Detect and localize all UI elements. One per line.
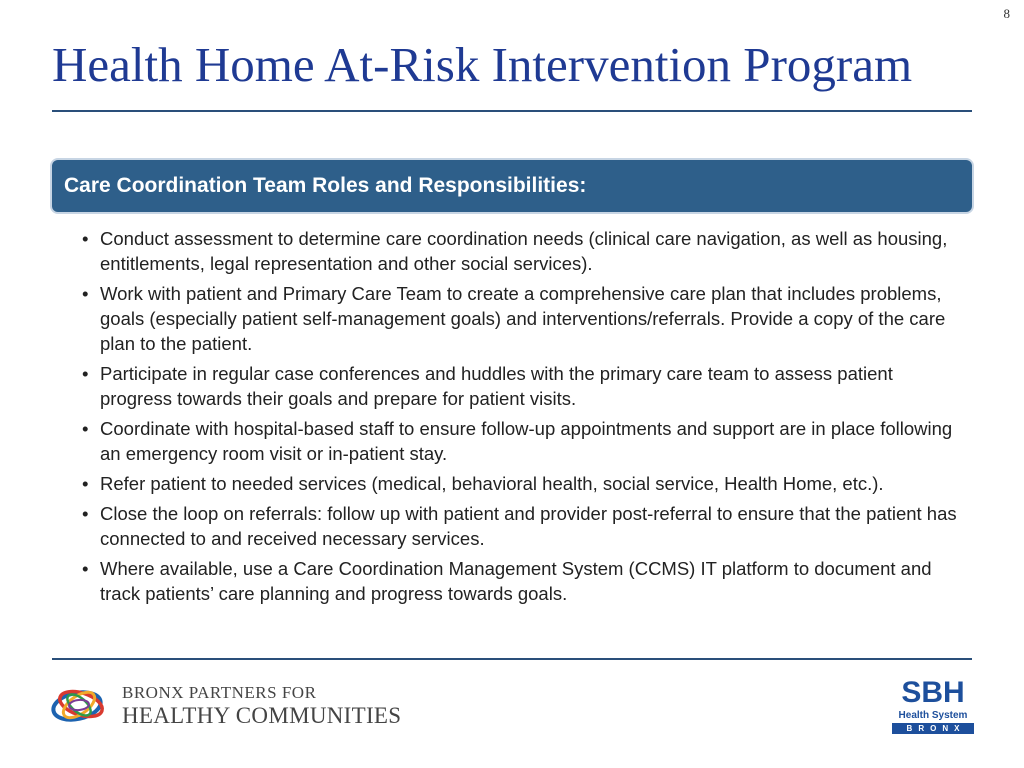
page-number: 8 [1003, 6, 1010, 21]
list-item [80, 501, 960, 551]
list-item [80, 416, 960, 466]
bullet-icon: • [82, 473, 89, 494]
list-item-text: Refer patient to needed services (medical, behavioral health, social service, Health Home, etc.). [100, 473, 884, 494]
bullet-icon: • [82, 363, 89, 384]
list-item-text: Close the loop on referrals: follow up with patient and provider post-referral to ensure that the patient has connected to and received necessary services. [100, 503, 957, 549]
title-divider [52, 110, 972, 112]
list-item-text: Participate in regular case conferences and huddles with the primary care team to assess patient progress towards their goals and prepare for patient visits. [100, 363, 893, 409]
list-item [80, 226, 960, 276]
bullet-icon: • [82, 283, 89, 304]
bullet-icon: • [82, 418, 89, 439]
list-item [80, 471, 960, 496]
bronx-partners-rings-logo-icon [50, 682, 108, 728]
sbh-mark: SBH [901, 676, 965, 709]
list-item [80, 361, 960, 411]
bullet-icon: • [82, 228, 89, 249]
list-item-text: Where available, use a Care Coordination Management System (CCMS) IT platform to document and track patients’ care planning and progress towards goals. [100, 558, 932, 604]
footer-divider [52, 658, 972, 660]
list-item-text: Coordinate with hospital-based staff to ensure follow-up appointments and support are in place following an emergency room visit or in-patient stay. [100, 418, 953, 464]
list-item-text: Work with patient and Primary Care Team to create a comprehensive care plan that includes problems, goals (especially patient self-management goals) and interventions/referrals. Provide a copy of the care plan to the patient. [100, 283, 946, 354]
bronx-partners-line1: BRONX PARTNERS FOR [122, 682, 317, 702]
sbh-health-system-logo [892, 678, 974, 734]
list-item [80, 556, 960, 606]
sbh-bronx-bar: BRONX [892, 723, 974, 734]
section-header [52, 160, 972, 212]
bronx-partners-logo [50, 682, 401, 728]
page-title: Health Home At-Risk Intervention Program [52, 37, 913, 92]
section-header-label: Care Coordination Team Roles and Responsibilities: [64, 174, 587, 197]
list-item [80, 281, 960, 356]
bullet-icon: • [82, 558, 89, 579]
sbh-subtitle: Health System [898, 710, 968, 721]
responsibilities-list [80, 226, 960, 611]
bronx-partners-line2: HEALTHY COMMUNITIES [122, 702, 402, 728]
bullet-icon: • [82, 503, 89, 524]
list-item-text: Conduct assessment to determine care coordination needs (clinical care navigation, as well as housing, entitlements, legal representation and other social services). [100, 228, 948, 274]
